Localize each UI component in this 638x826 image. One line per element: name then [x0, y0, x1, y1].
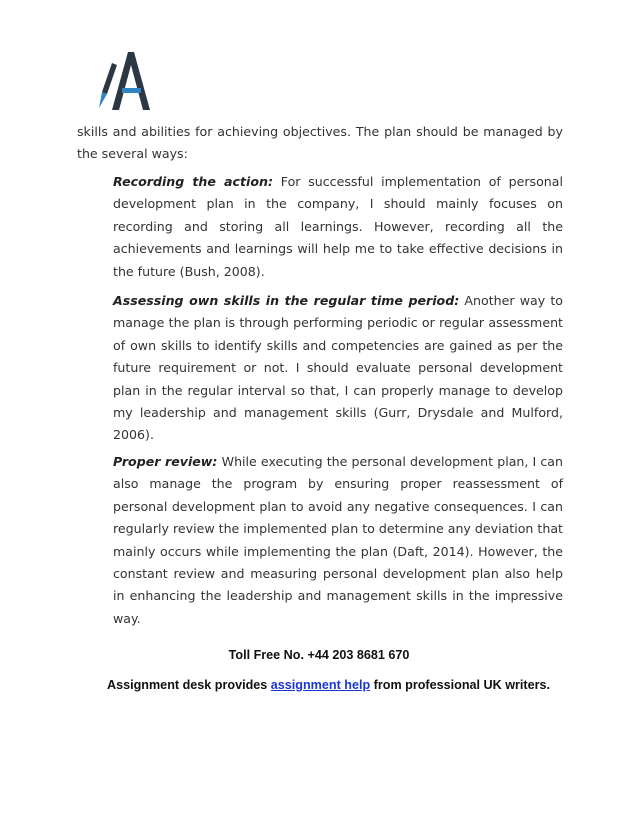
item-assessing-own-skills [113, 290, 563, 447]
assignment-help-link[interactable]: assignment help [270, 678, 371, 692]
brand-logo [92, 50, 152, 112]
item-body: For successful implementation of personal development plan in the company, I should mainly focuses on recording and storing all learnings. However, recording all the achievements and learnings will help me to take effective decisions in the future (Bush, 2008). [113, 174, 563, 279]
toll-free-number: Toll Free No. +44 203 8681 670 [228, 648, 410, 662]
footer-text-after: from professional UK writers. [370, 678, 551, 692]
item-heading: Assessing own skills in the regular time period: [113, 293, 460, 308]
item-recording-the-action [113, 171, 563, 283]
footer-promo [107, 678, 550, 692]
item-heading: Proper review: [113, 454, 218, 469]
pen-letter-a-icon [92, 50, 152, 112]
intro-paragraph: skills and abilities for achieving objectives. The plan should be managed by the several ways: [77, 124, 563, 161]
footer-text-before: Assignment desk provides [107, 678, 271, 692]
item-body: Another way to manage the plan is through performing periodic or regular assessment of own skills to identify skills and competencies are gained as per the future requirement or not. I should evaluate personal development plan in the regular interval so that, I can properly manage to develop my leadership and management skills (Gurr, Drysdale and Mulford, 2006). [113, 293, 563, 443]
item-heading: Recording the action: [113, 174, 274, 189]
item-proper-review [113, 451, 563, 630]
item-body: While executing the personal development plan, I can also manage the program by ensuring proper reassessment of personal development plan to avoid any negative consequences. I can regularly review the implemented plan to determine any deviation that mainly occurs while implementing the plan (Daft, 2014). However, the constant review and measuring personal development plan also help in enhancing the leadership and management skills in the impressive way. [113, 454, 563, 626]
